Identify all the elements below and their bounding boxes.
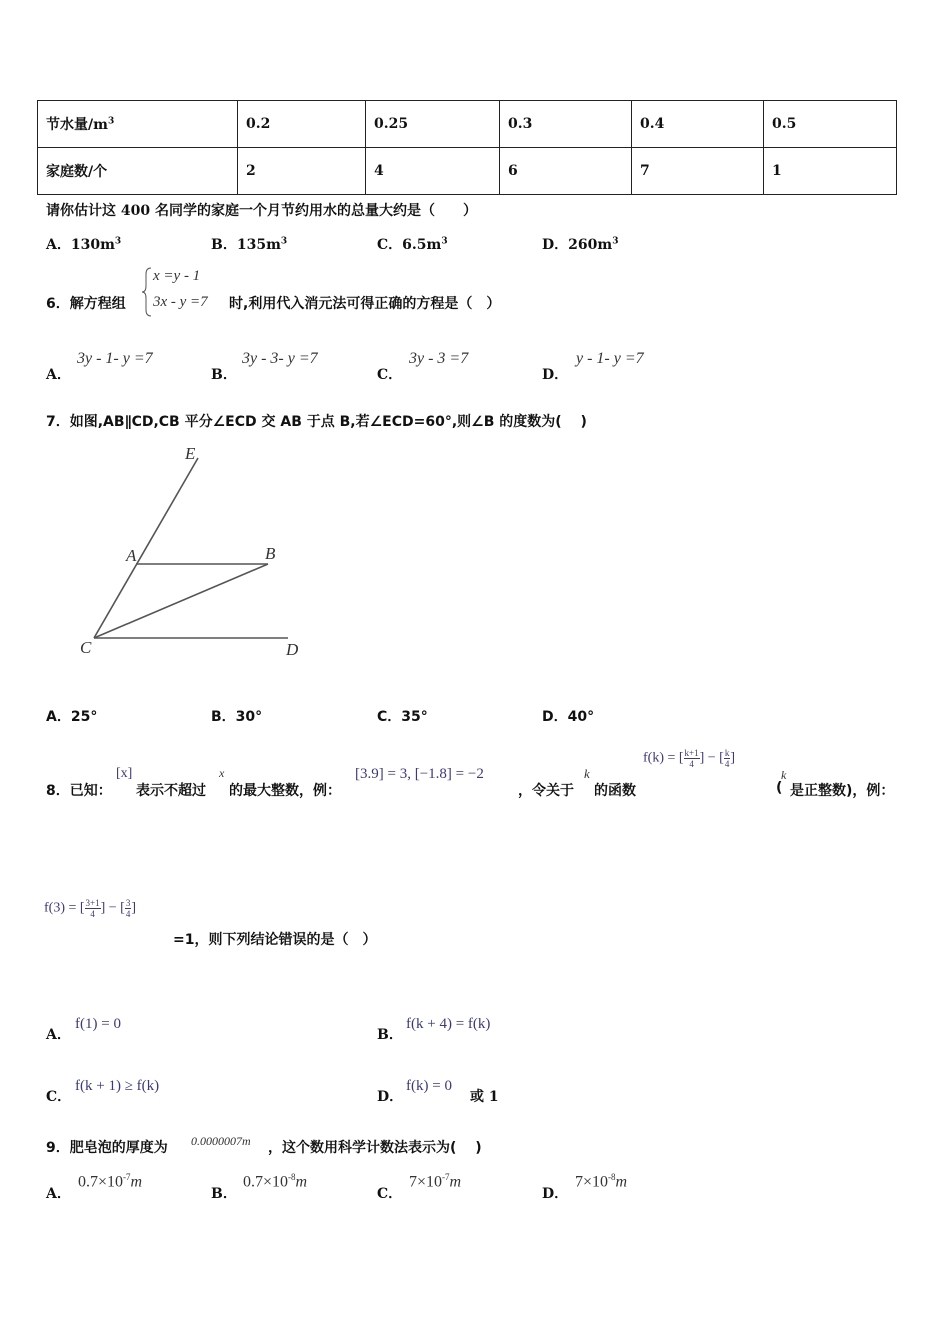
q6-option-b-letter[interactable]: B． [211,367,237,383]
q6-equation-1: x =y - 1 [153,268,201,284]
q6-equation-2: 3x - y =7 [153,294,208,310]
q8-option-d-tail: 或 1 [470,1089,499,1105]
q9-option-c-letter[interactable]: C． [377,1186,403,1202]
q8-text-3: ，令关于 [518,783,574,799]
q6-option-d-letter[interactable]: D． [542,367,569,383]
q9-option-c-expr[interactable]: $7\times 10^{-7}m$ [409,1172,462,1191]
geometry-figure [70,440,320,670]
q9-option-b-expr[interactable]: $0.7\times 10^{-8}m$ [243,1172,308,1191]
q7-option-a[interactable]: A．25° [46,709,98,725]
label-a: A [126,546,137,565]
q6-suffix: 时,利用代入消元法可得正确的方程是（ ） [229,296,501,312]
q6-option-c-letter[interactable]: C． [377,367,403,383]
q6-option-a-letter[interactable]: A． [46,367,71,383]
q6-option-d-expr[interactable]: y - 1- y =7 [576,350,644,367]
q8-text-4: 的函数 [594,783,636,799]
q8-k: k [584,766,590,781]
label-c: C [80,638,92,657]
table-cell: 0.5 [764,101,897,148]
q5-option-b[interactable]: B．$135m^3$ [211,236,288,253]
water-saving-table [37,100,897,195]
label-b: B [265,544,276,563]
q8-option-d-letter[interactable]: D． [377,1089,404,1105]
q6-prefix: 6．解方程组 [46,296,126,312]
q8-paren-open: ( [776,780,783,796]
table-row [38,148,897,195]
q8-text-6: =1，则下列结论错误的是（ ） [173,932,377,948]
q8-text-1: 表示不超过 [136,783,206,799]
q6-option-a-expr[interactable]: 3y - 1- y =7 [77,350,153,367]
q8-option-b-letter[interactable]: B． [377,1027,403,1043]
table-cell: 4 [366,148,500,195]
q8-option-b-expr[interactable]: f(k + 4) = f(k) [406,1016,491,1032]
q7-option-d[interactable]: D．40° [542,709,595,725]
brace-icon [141,266,153,318]
q8-option-c-expr[interactable]: f(k + 1) ≥ f(k) [75,1078,160,1094]
table-row [38,101,897,148]
q8-option-d-expr[interactable]: f(k) = 0 [406,1078,452,1094]
q9-option-d-letter[interactable]: D． [542,1186,569,1202]
q7-option-c[interactable]: C．35° [377,709,428,725]
q8-example-function: f(3) = [ $\frac{3+1}{4}$ ] − [ $\frac{3}{4}$ ] [44,898,137,919]
q5-stem: 请你估计这 400 名同学的家庭一个月节约用水的总量大约是（ ） [46,203,477,219]
table-cell: 6 [500,148,632,195]
q7-option-b[interactable]: B．30° [211,709,263,725]
q8-option-c-letter[interactable]: C． [46,1089,72,1105]
q8-text-2: 的最大整数，例： [229,783,341,799]
table-cell: 2 [238,148,366,195]
q9-option-b-letter[interactable]: B． [211,1186,237,1202]
q5-option-a[interactable]: A．$130m^3$ [46,236,122,253]
table-cell: 0.25 [366,101,500,148]
q9-prefix: 9．肥皂泡的厚度为 [46,1140,168,1156]
q8-example: [3.9] = 3, [−1.8] = −2 [355,766,484,782]
q9-option-a-expr[interactable]: $0.7\times 10^{-7}m$ [78,1172,143,1191]
table-cell: 7 [632,148,764,195]
table-cell: 1 [764,148,897,195]
equation-system [141,266,229,318]
q8-function-definition: f(k) = [ $\frac{k+1}{4}$ ] − [ $\frac{k}{4}$ ] [643,748,736,769]
q8-bracket-x: [x] [116,766,133,781]
q8-k-2: k [781,768,787,782]
q9-option-d-expr[interactable]: $7\times 10^{-8}m$ [575,1172,628,1191]
q8-number: 8．已知： [46,783,112,799]
q9-suffix: ，这个数用科学计数法表示为( ) [268,1140,482,1156]
q8-x: x [219,766,225,780]
label-d: D [286,640,299,659]
table-header-cell: 家庭数/个 [38,148,238,195]
q8-option-a-letter[interactable]: A． [46,1027,71,1043]
q6-option-c-expr[interactable]: 3y - 3 =7 [409,350,469,367]
q6-option-b-expr[interactable]: 3y - 3- y =7 [242,350,318,367]
q7-stem: 7．如图,AB∥CD,CB 平分∠ECD 交 AB 于点 B,若∠ECD=60°,则∠B 的度数为( ) [46,414,587,430]
q5-option-d[interactable]: D．$260m^3$ [542,236,619,253]
label-e: E [185,444,196,463]
table-cell: 0.4 [632,101,764,148]
table-header-cell: 节水量$/m^3$ [38,101,238,148]
q9-option-a-letter[interactable]: A． [46,1186,71,1202]
q9-value: 0.0000007m [191,1134,251,1148]
table-cell: 0.2 [238,101,366,148]
q5-option-c[interactable]: C．$6.5m^3$ [377,236,448,253]
table-cell: 0.3 [500,101,632,148]
q8-text-5: 是正整数)，例： [790,783,895,799]
q8-option-a-expr[interactable]: f(1) = 0 [75,1016,121,1032]
